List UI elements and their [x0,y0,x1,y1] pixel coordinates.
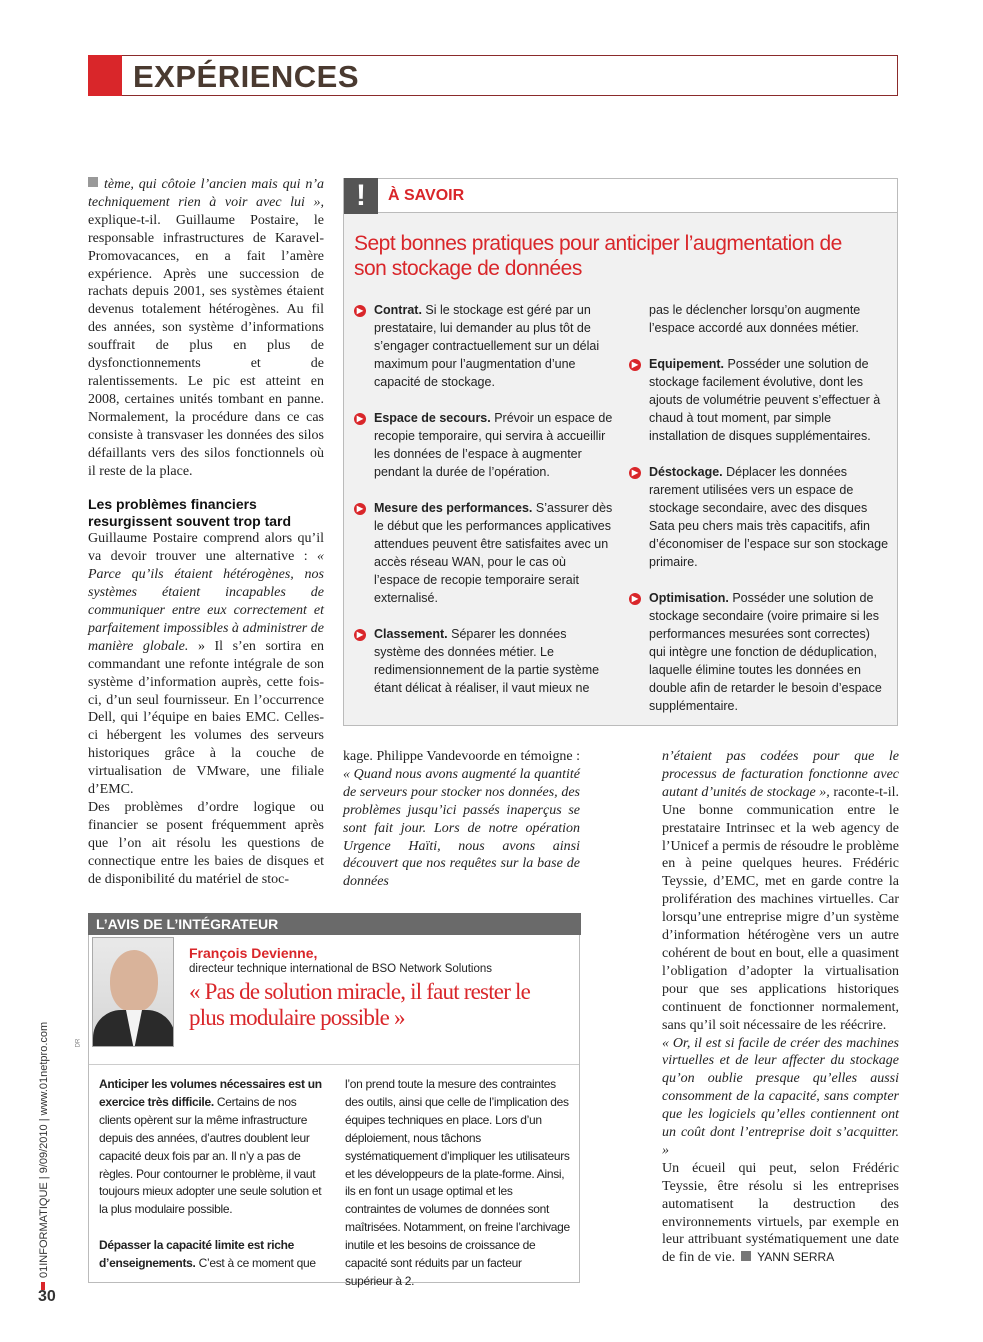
body-text: explique-t-il. Guillaume Postaire, le responsable infrastructures de Karavel-Promovacances, en a fait l’amère expérience. Après une succession de rachats depuis 2001, ses systèmes étaient devenus totalement hétérogènes. Au fil des années, son système d’informations souffrait de plus en plus de dysfonctionnements et de ralentissements. Le pic est atteint en 2008, certaines unités tombant en panne. Normalement, la procédure dans ce cas consiste à transvaser les données des silos défaillants vers des silos fonctionnels où il reste de la place. [88,212,324,479]
tip-continuation [629,301,889,337]
lead-in: Dépasser la capacité limite est riche d’enseignements. [99,1238,295,1271]
paragraph [99,1237,325,1273]
tip-heading: Equipement. [649,357,725,371]
tip-item [354,499,614,607]
info-box-column-1 [354,301,614,715]
tip-heading: Espace de secours. [374,411,491,425]
arrow-bullet-icon: ▶ [629,593,641,605]
body-text: » Il s’en sortira en commandant une refonte intégrale de son système d’information auprès, cette fois-ci, d’un seul fournisseur. En l’occurrence Dell, qui l’équipe en baies EMC. Celles-ci hébergent les volumes des serveurs historiques grâce à la couche de virtualisation de VMware, une filiale d’EMC. [88,638,324,798]
tip-item [354,409,614,481]
article-column-right [662,748,899,1267]
page-number: 30 [38,1288,56,1305]
pull-quote: « Pas de solution miracle, il faut rester le plus modulaire possible » [189,979,530,1030]
info-box-column-2 [629,301,889,733]
arrow-bullet-icon: ▶ [354,629,366,641]
paragraph [88,176,324,480]
person-role: directeur technique international de BSO Network Solutions [189,963,493,975]
tip-text: pas le déclencher lorsqu’on augmente l’espace accordé aux données métier. [649,303,861,335]
tip-item [629,355,889,445]
tip-heading: Mesure des performances. [374,501,533,515]
tip-heading: Déstockage. [649,465,723,479]
quote-text: tème, qui côtoie l’ancien mais qui n’a techniquement rien à voir avec lui », [88,177,324,210]
body-text: raconte-t-il. Une bonne communication entre le prestataire Intrinsec et la web agency de l’Unicef a permis de résoudre le problème en à peine quelques heures. Frédéric Teyssie, d’EMC, met en garde contre la prolifération des machines virtuelles. Car lorsqu’une entreprise migre d’un système d’information hétérogène vers un autre cohérent de bout en bout, elle a quasiment l’obligation d’adopter la virtualisation pour que ses applications historiques continuent de fonctionner normalement, sans qu’il soit nécessaire de les réécrire. [662,784,899,1033]
portrait-face [110,950,158,1012]
tip-item [354,301,614,391]
quote-text: n’étaient pas codées pour que le processus de facturation fonctionne avec autant d’unités de stockage », [662,749,899,800]
integrator-opinion-box [88,913,580,1288]
tip-item [354,625,614,697]
folio-vertical [38,1022,50,1290]
person-name: François Devienne, [189,945,318,961]
info-box-label: À SAVOIR [388,187,465,204]
body-text: Guillaume Postaire comprend alors qu’il va devoir trouver une alternative : [88,531,324,565]
end-mark-icon [741,1251,751,1261]
body-text: Certains de nos clients opèrent sur la même infrastructure depuis des années, d’autres doublent leur capacité deux fois par an. Il n’y a pas de règles. Pour contourner le problème, il vaut toujours mieux adopter une seule solution et la plus modulaire possible. [99,1094,322,1217]
info-box-title: Sept bonnes pratiques pour anticiper l’augmentation de son stockage de données [354,232,842,280]
arrow-bullet-icon: ▶ [354,305,366,317]
arrow-bullet-icon: ▶ [629,359,641,371]
arrow-bullet-icon: ▶ [354,503,366,515]
tip-text: Si le stockage est géré par un prestataire, lui demander au plus tôt de s’engager contractuellement sur un délai maximum pour l’augmentation d’une capacité de stockage. [374,303,600,389]
body-text: Un écueil qui peut, selon Frédéric Teyssie, être résolu si les entreprises automatisent la destruction des environnements virtuels, par exemple en leur attribuant systématiquement une date de fin de vie. [662,1160,899,1266]
paragraph: Des problèmes d’ordre logique ou financier se posent fréquemment après que l’on ait résolu les questions de connectique entre les baies de disques et de disponibilité du matériel de stoc- [88,800,324,887]
tip-item [629,463,889,571]
continuation-marker-icon [88,177,98,187]
opinion-column-1 [99,1076,325,1273]
folio-text: 01INFORMATIQUE | 9/09/2010 | www.01netpro.com [38,1021,50,1278]
article-column-left [88,176,324,889]
body-text: C’est à ce moment que [195,1256,316,1271]
arrow-bullet-icon: ▶ [354,413,366,425]
quote-text: « Parce qu’ils étaient hétérogènes, nos systèmes étaient incapables de communiquer entre eux correctement et parfaitement impossibles à administrer de manière globale. [88,549,324,654]
opinion-box-header: L’AVIS DE L’INTÉGRATEUR [88,913,581,935]
author-signature: YANN SERRA [757,1250,835,1265]
paragraph [662,1160,899,1267]
paragraph [99,1076,325,1219]
portrait-photo [92,937,174,1047]
paragraph: l’on prend toute la mesure des contraintes des outils, ainsi que celle de l’implication des équipes techniques en place. Lors d’un déploiement, nous tâchons systématiquement d’impliquer les utilisateurs et les développeurs de la plate-forme. Ainsi, ils en font un usage optimal et les contraintes de volumes de données sont maîtrisées. Notamment, on freine l’archivage inutile et les besoins de croissance de capacité sont réduits par un facteur supérieur à 2. [345,1077,570,1288]
paragraph [662,748,899,1035]
tip-text: Prévoir un espace de recopie temporaire, qui servira à accueillir les données de l’espace à augmenter pendant la durée de l’opération. [374,411,613,479]
tip-heading: Contrat. [374,303,422,317]
info-box-header [344,179,897,213]
opinion-box-body [89,1066,579,1288]
header-accent-bar [88,55,122,96]
tip-heading: Classement. [374,627,448,641]
arrow-bullet-icon: ▶ [629,467,641,479]
info-box-a-savoir [343,178,898,726]
tip-text: Posséder une solution de stockage facilement évolutive, dont les ajouts de volumétrie peuvent s’effectuer à chaud à tout moment, par simple installation de disques supplémentaires. [649,357,881,443]
exclamation-icon: ! [344,178,378,214]
photo-credit: DR [75,1038,82,1048]
tip-text: Posséder une solution de stockage secondaire (voire primaire si les performances mesurées sont correctes) qui intègre une fonction de déduplication, laquelle élimine toutes les données en double afin de retarder le besoin d’espace supplémentaire. [649,591,882,713]
body-text: kage. Philippe Vandevoorde en témoigne : [343,749,580,764]
paragraph [343,748,580,891]
quote-paragraph: « Or, il est si facile de créer des machines virtuelles et de leur affecter du stockage qu’on oublie presque qu’elles aussi consomment de la capacité, sans compter que les logiciels qu’elles contiennent ont un coût dont l’entreprise doit s’acquitter. » [662,1035,899,1158]
tip-text: Séparer les données système des données métier. Le redimensionnement de la partie système étant délicat à réaliser, il vaut mieux ne [374,627,600,695]
tip-heading: Optimisation. [649,591,729,605]
tip-text: S’assurer dès le début que les performances applicatives attendues peuvent être satisfaites avec un accès réseau WAN, pour le cas où l’espace de recopie temporaire serait externalisé. [374,501,613,605]
subheading: Les problèmes financiers resurgissent souvent trop tard [88,496,292,530]
opinion-box-intro [89,935,579,1065]
opinion-column-2 [345,1076,571,1291]
article-column-middle [343,748,580,891]
lead-in: Anticiper les volumes nécessaires est un exercice très difficile. [99,1077,322,1109]
tip-text: Déplacer les données rarement utilisées vers un espace de stockage secondaire, avec des disques Sata peu chers mais très capacitifs, afin d’économiser de l’espace sur son stockage primaire. [649,465,889,569]
tip-item [629,589,889,715]
section-header [88,55,898,96]
paragraph [88,530,324,799]
section-title: EXPÉRIENCES [133,59,360,94]
quote-text: « Quand nous avons augmenté la quantité de serveurs pour stocker nos données, des problèmes jusqu’ici passés inaperçus se sont fait jour. Lors de notre opération Urgence Haïti, nous avons ainsi découvert que nos requêtes sur la base de données [343,766,580,890]
